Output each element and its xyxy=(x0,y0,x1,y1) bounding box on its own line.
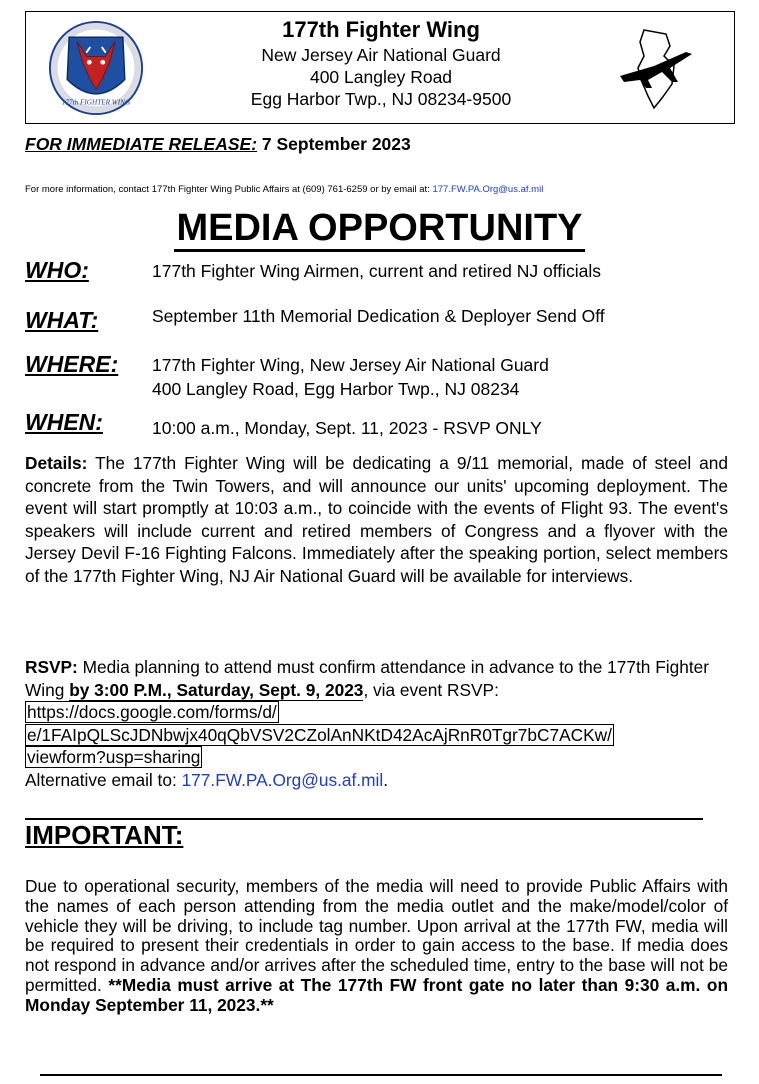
where-label: WHERE: xyxy=(25,351,119,377)
what-value: September 11th Memorial Dedication & Deployer Send Off xyxy=(152,306,605,326)
org-title: 177th Fighter Wing xyxy=(282,17,480,42)
contact-email-link[interactable]: 177.FW.PA.Org@us.af.mil xyxy=(432,184,544,195)
rsvp-label: RSVP: xyxy=(25,657,78,677)
page-title-text: MEDIA OPPORTUNITY xyxy=(174,207,584,252)
release-line xyxy=(25,134,411,155)
release-label: FOR IMMEDIATE RELEASE: xyxy=(25,134,258,154)
page-title xyxy=(0,205,759,251)
details-text: The 177th Fighter Wing will be dedicating a 9/11 memorial, made of steel and concrete from the Twin Towers, and will announce our units' upcoming deployment. The event will start promptly at 10:03 a.m., to coincide with the events of Flight 93. The event's speakers will include current and retired members of Congress and a flyover with the Jersey Devil F-16 Fighting Falcons. Immediately after the speaking portion, select members of the 177th Fighter Wing, NJ Air National Guard will be available for interviews. xyxy=(25,453,728,586)
when-label: WHEN: xyxy=(25,409,103,435)
rsvp-form-link[interactable]: https://docs.google.com/forms/d/ xyxy=(27,702,277,722)
org-address-block xyxy=(176,16,586,110)
rsvp-text-2: , via event RSVP: xyxy=(363,679,499,700)
where-value-line-2: 400 Langley Road, Egg Harbor Twp., NJ 08234 xyxy=(152,379,520,399)
rsvp-deadline: by 3:00 P.M., Saturday, Sept. 9, 2023 xyxy=(69,679,364,700)
jersey-devil-crest-icon xyxy=(48,20,144,116)
rsvp-paragraph xyxy=(25,656,728,791)
alt-email-link[interactable]: 177.FW.PA.Org@us.af.mil xyxy=(181,769,384,790)
contact-line xyxy=(25,184,543,195)
rsvp-form-link-2[interactable]: e/1FAIpQLScJDNbwjx40qQbVSV2CZolAnNKtD42AcAjRnR0Tgr7bC7ACKw/ xyxy=(27,724,612,745)
details-paragraph xyxy=(25,452,728,587)
org-line-1: New Jersey Air National Guard xyxy=(261,45,501,65)
release-date: 7 September 2023 xyxy=(257,134,411,154)
alt-email-end: . xyxy=(383,769,388,790)
footer-divider xyxy=(40,1074,722,1076)
rsvp-form-link-3[interactable]: viewform?usp=sharing xyxy=(27,747,201,767)
org-line-3: Egg Harbor Twp., NJ 08234-9500 xyxy=(250,89,512,109)
alt-email-label: Alternative email to: xyxy=(25,769,182,790)
important-paragraph xyxy=(25,877,728,1016)
important-text: Due to operational security, members of the media will need to provide Public Affairs with the names of each person attending from the media outlet and the make/model/color of vehicle they will be driving, to include tag number. Upon arrival at the 177th FW, media will be required to present their credentials in order to gain access to the base. If media does not respond in advance and/or arrives after the scheduled time, entry to the base will not be permitted. xyxy=(25,876,728,995)
org-line-2: 400 Langley Road xyxy=(309,67,453,87)
important-bold-note: **Media must arrive at The 177th FW front gate no later than 9:30 a.m. on Monday September 11, 2023.** xyxy=(25,974,728,1015)
what-label: WHAT: xyxy=(25,307,99,333)
where-value-line-1: 177th Fighter Wing, New Jersey Air National Guard xyxy=(152,355,549,375)
when-value: 10:00 a.m., Monday, Sept. 11, 2023 - RSVP ONLY xyxy=(152,418,542,438)
nj-state-jet-icon xyxy=(614,26,696,110)
letterhead xyxy=(25,11,735,124)
important-heading: IMPORTANT: xyxy=(25,820,184,850)
rsvp-text: Media planning to attend must confirm attendance in advance to the 177th Fighter Wing xyxy=(25,657,709,700)
details-label: Details: xyxy=(25,453,88,473)
who-value: 177th Fighter Wing Airmen, current and retired NJ officials xyxy=(152,261,602,281)
contact-text: For more information, contact 177th Fighter Wing Public Affairs at (609) 761-6259 or by email at: xyxy=(25,184,433,195)
crest-text: 177th FIGHTER WING xyxy=(61,98,131,107)
who-label: WHO: xyxy=(25,257,89,283)
